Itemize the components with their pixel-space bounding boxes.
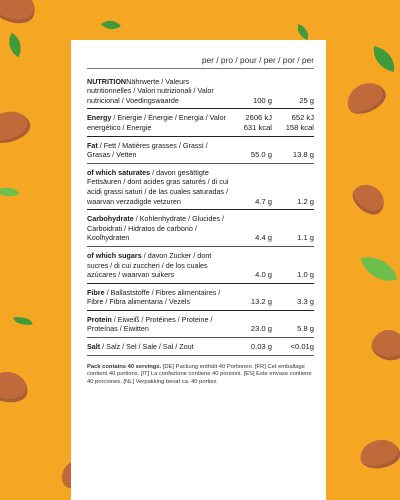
nutrient-translations: / davon Zucker / dont sucres / di cui zuccheri / de los cuales azúcares / waarvan suikers — [87, 250, 212, 280]
nutrition-table — [87, 73, 314, 356]
nutrient-name: Energy — [87, 113, 112, 123]
servings-note-bold: Pack contains 40 servings. — [87, 363, 162, 370]
value-per-100g-line: 4.0 g — [255, 270, 272, 280]
servings-note — [87, 364, 314, 387]
almond-illustration — [0, 107, 33, 147]
almond-illustration — [358, 437, 400, 472]
almond-illustration — [342, 77, 390, 119]
value-per-100g — [236, 342, 272, 352]
nutrient-label — [87, 214, 236, 243]
value-per-serving-line: 652 kJ — [291, 113, 314, 123]
value-per-serving-line: 1.2 g — [297, 196, 314, 206]
value-per-serving — [272, 96, 314, 106]
nutrient-label — [87, 113, 236, 132]
value-per-100g — [236, 197, 272, 207]
value-per-serving — [272, 150, 314, 160]
table-row — [87, 210, 314, 247]
table-row — [87, 247, 314, 284]
nutrient-label — [87, 342, 236, 352]
almond-illustration — [369, 326, 400, 364]
table-row — [87, 338, 314, 356]
nutrient-name: Carbohydrate — [87, 214, 134, 224]
nutrition-facts-panel — [71, 40, 326, 500]
nutrient-label — [87, 168, 236, 206]
value-per-serving-line: 5.8 g — [297, 324, 314, 334]
nutrient-translations: / Kohlenhydrate / Glucides / Carboidrati / Hidratos de carbono / Koolhydraten — [87, 214, 225, 243]
per-header: per / pro / pour / per / por / per — [87, 56, 314, 69]
table-row — [87, 109, 314, 136]
value-per-serving-line: 1.0 g — [297, 270, 314, 280]
value-per-100g — [236, 324, 272, 334]
almond-illustration — [348, 178, 391, 220]
nutrient-name: NUTRITION — [87, 76, 127, 86]
value-per-serving — [272, 113, 314, 132]
leaf-illustration — [13, 315, 32, 328]
leaf-illustration — [294, 24, 311, 40]
value-per-100g — [236, 297, 272, 307]
value-per-100g-line: 4.7 g — [255, 196, 272, 206]
value-per-serving — [272, 270, 314, 280]
nutrient-name: of which saturates — [87, 167, 151, 177]
value-per-100g — [236, 233, 272, 243]
nutrient-name: Fibre — [87, 287, 105, 297]
value-per-100g-line: 2606 kJ — [245, 113, 272, 123]
nutrient-translations: Nährwerte / Valeurs nutritionnelles / Valori nutrizionali / Valor nutricional / Voedingswaarde — [87, 76, 214, 105]
nutrient-translations: / Salz / Sel / Sale / Sal / Zout — [100, 342, 194, 352]
value-per-100g-line: 55.0 g — [250, 150, 272, 160]
value-per-100g — [236, 270, 272, 280]
value-per-serving-line: 13.8 g — [292, 150, 314, 160]
nutrient-label — [87, 288, 236, 307]
value-per-serving-line: 158 kcal — [285, 122, 314, 132]
value-per-100g-line: 631 kcal — [243, 122, 272, 132]
nutrient-name: Fat — [87, 140, 98, 150]
value-per-100g-line: 0.03 g — [250, 342, 272, 352]
leaf-illustration — [0, 183, 19, 201]
nutrient-name: of which sugars — [87, 250, 142, 260]
table-row — [87, 73, 314, 110]
value-per-serving — [272, 342, 314, 352]
nutrient-name: Salt — [87, 342, 101, 352]
value-per-100g — [236, 113, 272, 132]
value-per-100g — [236, 96, 272, 106]
nutrient-label — [87, 141, 236, 160]
value-per-100g-line: 100 g — [252, 95, 272, 105]
value-per-serving — [272, 324, 314, 334]
value-per-100g-line: 23.0 g — [250, 324, 272, 334]
almond-illustration — [0, 0, 40, 29]
nutrient-translations: / Eiweiß / Protéines / Proteine / Proteínas / Eiwitten — [87, 314, 213, 334]
leaf-illustration — [3, 33, 28, 58]
nutrient-translations: / Fett / Matières grasses / Grassi / Grasas / Vetten — [87, 140, 208, 160]
table-row — [87, 137, 314, 164]
nutrient-translations: / Ballaststoffe / Fibres alimentaires / Fibre / Fibra alimentaria / Vezels — [87, 287, 221, 307]
leaf-illustration — [101, 15, 121, 35]
nutrient-translations: / davon gesättigte Fettsäuren / dont acides gras saturés / di cui acidi grassi saturi / de las cuales saturadas / waarvan verzadigde vetzuren — [87, 167, 229, 206]
almond-illustration — [0, 369, 30, 405]
value-per-serving-line: 25 g — [299, 95, 314, 105]
nutrient-label — [87, 77, 236, 106]
value-per-serving — [272, 197, 314, 207]
value-per-100g — [236, 150, 272, 160]
value-per-serving-line: <0.01g — [290, 342, 314, 352]
value-per-100g-line: 4.4 g — [255, 233, 272, 243]
leaf-illustration — [370, 46, 397, 72]
leaf-illustration — [361, 251, 398, 288]
servings-note-text: [DE] Packung enthält 40 Portionen. [FR] Cet emballage contient 40 portions. [IT] La confezione contiene 40 porzioni. [ES] Este envase contiene 40 porciones. [NL] Verpakking bevat ca. 40 porties — [87, 363, 312, 385]
value-per-100g-line: 13.2 g — [250, 297, 272, 307]
nutrient-translations: / Energie / Énergie / Energia / Valor energético / Energie — [87, 113, 226, 132]
value-per-serving-line: 1.1 g — [297, 233, 314, 243]
table-row — [87, 164, 314, 210]
table-row — [87, 284, 314, 311]
value-per-serving-line: 3.3 g — [297, 297, 314, 307]
nutrient-name: Protein — [87, 314, 112, 324]
table-row — [87, 311, 314, 338]
value-per-serving — [272, 297, 314, 307]
nutrient-label — [87, 251, 236, 280]
value-per-serving — [272, 233, 314, 243]
nutrient-label — [87, 315, 236, 334]
